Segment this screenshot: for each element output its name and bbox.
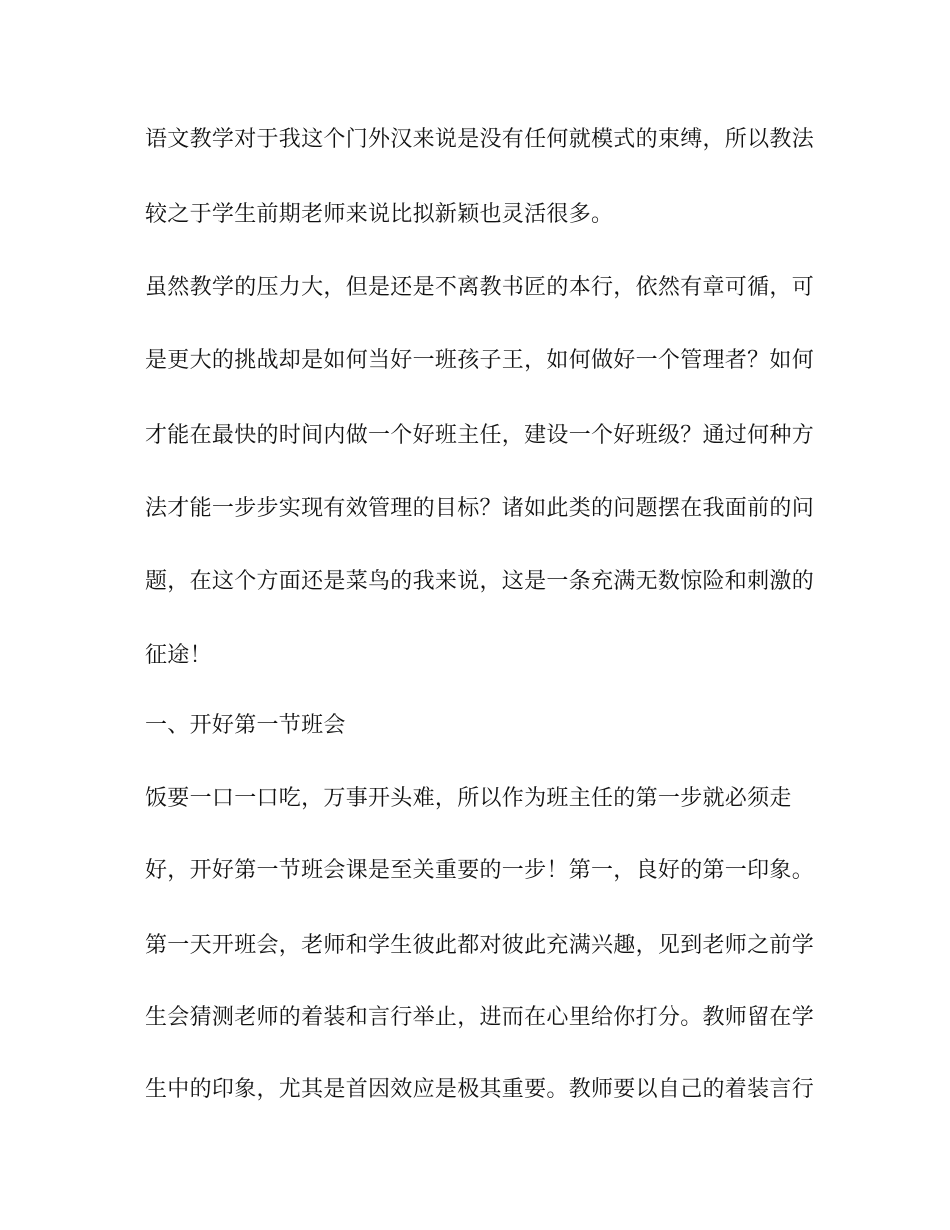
paragraph-line: 是更大的挑战却是如何当好一班孩子王，如何做好一个管理者？如何 bbox=[145, 348, 815, 373]
paragraph-line: 生中的印象，尤其是首因效应是极其重要。教师要以自己的着装言行 bbox=[145, 1077, 815, 1102]
paragraph-line: 才能在最快的时间内做一个好班主任，建设一个好班级？通过何种方 bbox=[145, 423, 815, 448]
paragraph-line: 生会猜测老师的着装和言行举止，进而在心里给你打分。教师留在学 bbox=[145, 1005, 815, 1030]
paragraph-line: 法才能一步步实现有效管理的目标？诸如此类的问题摆在我面前的问 bbox=[145, 496, 815, 521]
paragraph-line: 语文教学对于我这个门外汉来说是没有任何就模式的束缚，所以教法 bbox=[145, 127, 815, 152]
paragraph-line: 征途！ bbox=[145, 643, 212, 668]
paragraph-line: 好，开好第一节班会课是至关重要的一步！第一，良好的第一印象。 bbox=[145, 858, 815, 883]
paragraph-line: 第一天开班会，老师和学生彼此都对彼此充满兴趣，见到老师之前学 bbox=[145, 933, 815, 958]
paragraph-line: 虽然教学的压力大，但是还是不离教书匠的本行，依然有章可循，可 bbox=[145, 275, 815, 300]
section-heading: 一、开好第一节班会 bbox=[145, 713, 346, 738]
paragraph-line: 饭要一口一口吃，万事开头难，所以作为班主任的第一步就必须走 bbox=[145, 786, 792, 811]
paragraph-line: 题，在这个方面还是菜鸟的我来说，这是一条充满无数惊险和刺激的 bbox=[145, 569, 815, 594]
paragraph-line: 较之于学生前期老师来说比拟新颖也灵活很多。 bbox=[145, 202, 614, 227]
